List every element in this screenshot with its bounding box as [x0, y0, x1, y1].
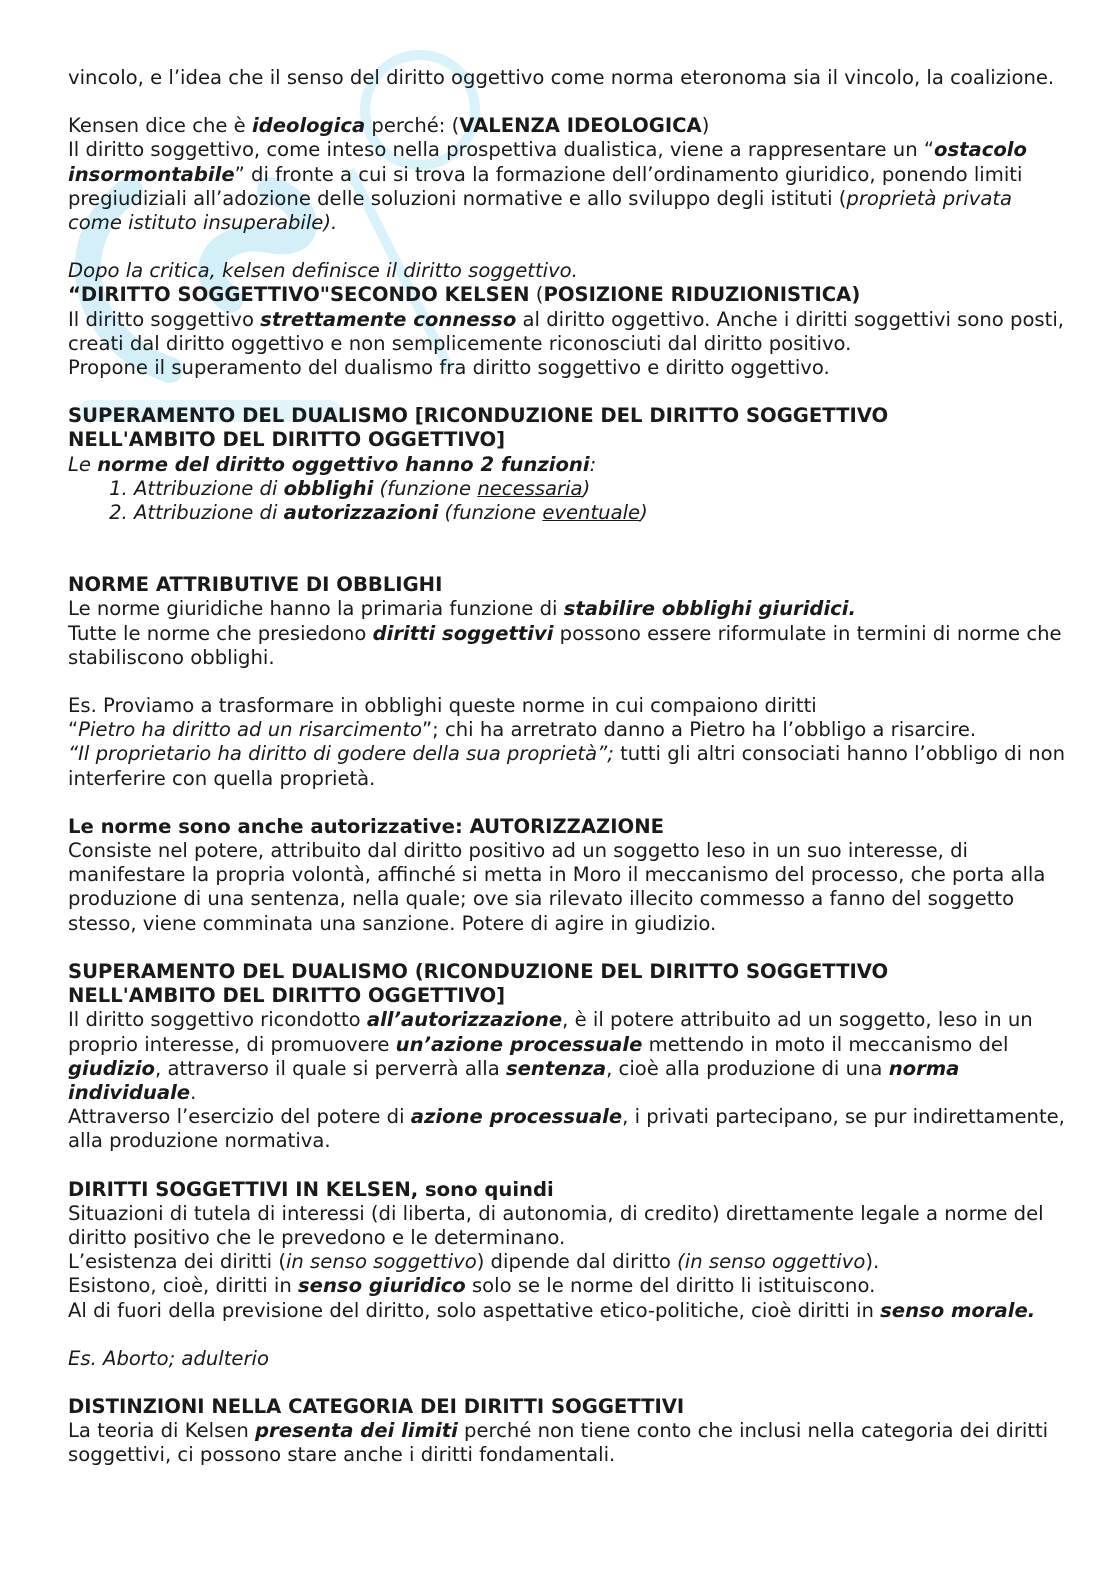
text-emphasis: ostacolo insormontabile: [68, 138, 1027, 186]
heading: POSIZIONE RIDUZIONISTICA): [543, 283, 861, 307]
text-emphasis: stabilire obblighi giuridici.: [563, 597, 856, 621]
text: Le norme giuridiche hanno la primaria funzione di: [68, 597, 564, 621]
text: possono essere riformulate in termini di norme che stabiliscono obblighi.: [68, 621, 1062, 669]
section-heading: SUPERAMENTO DEL DUALISMO (RICONDUZIONE DEL DIRITTO SOGGETTIVO NELL'AMBITO DEL DIRITTO OGGETTIVO]: [68, 959, 889, 1008]
paragraph-esempio: [68, 694, 1068, 791]
paragraph-kelsen-definition: [68, 259, 1068, 380]
text: Il diritto soggettivo, come inteso nella prospettiva dualistica, viene a rappresentare un “: [68, 138, 934, 162]
functions-list: [68, 477, 1068, 525]
section-heading: SUPERAMENTO DEL DUALISMO [RICONDUZIONE DEL DIRITTO SOGGETTIVO NELL'AMBITO DEL DIRITTO OGGETTIVO]: [68, 404, 889, 452]
section-heading: DISTINZIONI NELLA CATEGORIA DEI DIRITTI SOGGETTIVI: [68, 1394, 685, 1418]
text: Propone il superamento del dualismo fra diritto soggettivo e diritto oggettivo.: [68, 356, 830, 380]
text-italic: Es. Aborto; adulterio: [68, 1346, 269, 1370]
text: Kensen dice che è: [68, 114, 252, 138]
text: tutti gli altri consociati hanno l’obbligo di non interferire con quella proprietà.: [68, 742, 1066, 790]
heading: “DIRITTO SOGGETTIVO"SECONDO KELSEN: [68, 283, 530, 307]
paragraph-esempio-aborto: [68, 1347, 1068, 1371]
text-italic: Pietro ha diritto ad un risarcimento: [78, 718, 422, 742]
text-italic: proprietà privata come istituto insuperabile).: [68, 186, 1013, 235]
paragraph-obblighi: [68, 597, 1068, 670]
paragraph-ideologica: [68, 114, 1068, 235]
text-emphasis: diritti soggettivi: [372, 621, 554, 645]
text: Il diritto soggettivo: [68, 307, 261, 331]
text-italic: Dopo la critica, kelsen definisce il diritto soggettivo.: [68, 259, 578, 283]
text-emphasis: ideologica: [251, 114, 366, 138]
text: ): [701, 114, 710, 138]
text: Tutte le norme che presiedono: [68, 621, 373, 645]
document-page: [68, 66, 1068, 1468]
paragraph-funzioni: [68, 453, 1068, 477]
text: “: [68, 718, 79, 742]
paragraph-limiti: La teoria di Kelsen presenta dei limiti perché non tiene conto che inclusi nella categoria dei diritti soggettivi, ci possono stare anche i diritti fondamentali.: [68, 1419, 1049, 1467]
text-emphasis: strettamente connesso: [260, 307, 517, 331]
text: ” di fronte a cui si trova la formazione dell’ordinamento giuridico, ponendo limiti pregiudiziali all’adozione delle soluzioni normative e allo sviluppo degli istituti (: [68, 162, 1023, 210]
paragraph-diritti-kelsen: Situazioni di tutela di interessi (di liberta, di autonomia, di credito) direttamente legale a norme del diritto positivo che le prevedono e le determinano. L’esistenza dei diritti (in senso soggettivo) dipende dal diritto (in senso oggettivo). Esistono, cioè, diritti in senso giuridico solo se le norme del diritto li istituiscono. Al di fuori della previsione del diritto, solo aspettative etico-politiche, cioè diritti in senso morale.: [68, 1201, 1044, 1322]
list-item: 1. Attribuzione di obblighi (funzione necessaria): [134, 477, 1068, 501]
text: vincolo, e l’idea che il senso del diritto oggettivo come norma eteronoma sia il vincolo, la coalizione.: [68, 66, 1055, 89]
paragraph-intro: [68, 66, 1068, 90]
text-italic: “Il proprietario ha diritto di godere della sua proprietà”;: [68, 742, 614, 766]
section-heading: Le norme sono anche autorizzative: AUTORIZZAZIONE: [68, 814, 664, 838]
list-item: 2. Attribuzione di autorizzazioni (funzione eventuale): [134, 501, 1068, 525]
section-heading: NORME ATTRIBUTIVE DI OBBLIGHI: [68, 573, 443, 597]
paragraph-autorizzazione: Consiste nel potere, attribuito dal diritto positivo ad un soggetto leso in un suo interesse, di manifestare la propria volontà, affinché si metta in Moro il meccanismo del processo, che porta alla produzione di una sentenza, nella quale; ove sia rilevato illecito commesso a fanno del soggetto stesso, viene comminata una sanzione. Potere di agire in giudizio.: [68, 839, 1046, 935]
paragraph-superamento: Il diritto soggettivo ricondotto all’autorizzazione, è il potere attribuito ad un soggetto, leso in un proprio interesse, di promuovere un’azione processuale mettendo in moto il meccanismo del giudizio, attraverso il quale si perverrà alla sentenza, cioè alla produzione di una norma individuale. Attraverso l’esercizio del potere di azione processuale, i privati partecipano, se pur indirettamente, alla produzione normativa.: [68, 1008, 1065, 1153]
text-strong: VALENZA IDEOLOGICA: [459, 114, 702, 138]
text: perché: (: [365, 114, 460, 138]
section-heading: DIRITTI SOGGETTIVI IN KELSEN, sono quindi: [68, 1177, 554, 1201]
text-emphasis: norme del diritto oggettivo hanno 2 funzioni: [97, 452, 590, 476]
text-italic: :: [589, 452, 597, 476]
text-italic: Le: [68, 452, 98, 476]
text: (: [529, 283, 544, 307]
text: ”; chi ha arretrato danno a Pietro ha l’obbligo a risarcire.: [422, 718, 977, 742]
text: Es. Proviamo a trasformare in obblighi queste norme in cui compaiono diritti: [68, 694, 817, 718]
text: al diritto oggettivo. Anche i diritti soggettivi sono posti, creati dal diritto oggettivo e non semplicemente riconosciuti dal diritto positivo.: [68, 307, 1064, 355]
